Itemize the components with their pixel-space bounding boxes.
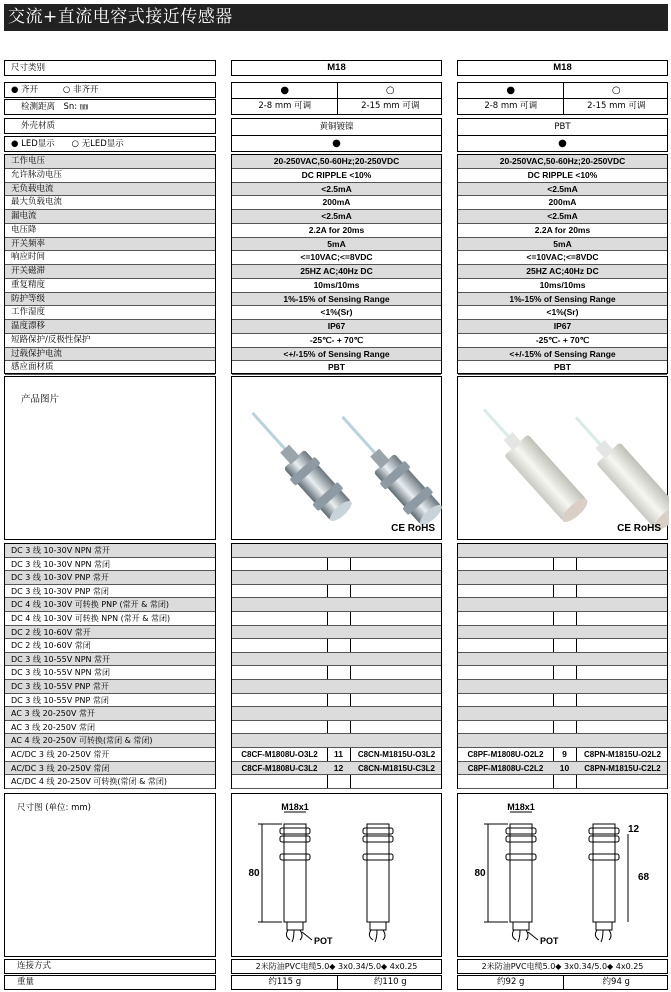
wiring-row (5, 585, 215, 599)
photo-box (457, 376, 668, 540)
spec-value: PBT (328, 362, 345, 373)
wiring-cell-row (458, 721, 667, 735)
model-a: C8CF-M1808U-C3L2 (241, 763, 318, 773)
spec-value-row (232, 210, 441, 224)
dist-flush: 2-8 mm 可调 (258, 101, 312, 111)
spec-value-row (232, 334, 441, 348)
spec-value: <2.5mA (321, 183, 352, 194)
wiring-label: DC 3 线 10-30V PNP 常闭 (11, 586, 109, 596)
size-box (231, 60, 442, 76)
dist-nonflush: 2-15 mm 可调 (587, 101, 646, 111)
model-b: C8PN-M1815U-O2L2 (584, 750, 661, 759)
wiring-cell-row (458, 666, 667, 680)
wiring-cell-row (232, 734, 441, 748)
spec-row (5, 183, 215, 197)
spec-value: 1%-15% of Sensing Range (509, 293, 616, 304)
wiring-label: AC/DC 4 线 20-250V 可转换(常闭 & 常闭) (11, 777, 167, 787)
wiring-cell-row (458, 598, 667, 612)
wiring-label: AC/DC 3 线 20-250V 常闭 (11, 763, 110, 773)
wiring-cell-row (232, 707, 441, 721)
weight-b: 约110 g (373, 977, 407, 987)
spec-label: 工作电压 (11, 156, 46, 166)
svg-text:POT: POT (314, 936, 333, 946)
spec-label: 工作湿度 (11, 307, 46, 318)
wiring-box (231, 543, 442, 789)
spec-row (5, 334, 215, 348)
label-housing: 外壳材质 (21, 121, 56, 131)
wiring-row (5, 762, 215, 776)
spec-value: DC RIPPLE <10% (301, 169, 372, 180)
svg-text:80: 80 (474, 868, 486, 879)
wiring-label: AC/DC 3 线 20-250V 常开 (11, 750, 110, 759)
conn-value: 2米防油PVC电缆5.0◆ 3x0.34/5.0◆ 4x0.25 (255, 962, 418, 971)
wiring-label: DC 2 线 10-60V 常闭 (11, 641, 91, 651)
spec-value: 1%-15% of Sensing Range (283, 293, 390, 304)
spec-row (5, 320, 215, 334)
spec-value-row (458, 169, 667, 183)
wiring-cell-row (458, 585, 667, 599)
svg-text:M18x1: M18x1 (507, 802, 535, 812)
spec-row (5, 196, 215, 210)
spec-value: <=10VAC;<=8VDC (526, 252, 599, 263)
dimension-icon (232, 794, 443, 958)
wiring-label: DC 3 线 10-55V NPN 常闭 (11, 668, 111, 678)
page-title: 交流+直流电容式接近传感器 (4, 4, 668, 31)
wiring-cell-row (232, 721, 441, 735)
spec-label: 短路保护/反极性保护 (11, 334, 91, 345)
wiring-row (5, 666, 215, 680)
wiring-row (5, 612, 215, 626)
spec-value: 20-250VAC,50-60Hz;20-250VDC (273, 156, 400, 166)
spec-value: 20-250VAC,50-60Hz;20-250VDC (499, 156, 626, 166)
model-num: 9 (562, 749, 567, 759)
wiring-label: AC 3 线 20-250V 常开 (11, 709, 95, 719)
weight-label-box (4, 975, 216, 990)
spec-value-row (232, 265, 441, 279)
spec-value: 200mA (322, 197, 351, 208)
wiring-cell-row (458, 626, 667, 640)
wiring-row (5, 558, 215, 572)
wiring-row (5, 707, 215, 721)
photo-metal-sensors (232, 377, 441, 539)
spec-value: <2.5mA (547, 211, 578, 221)
spec-value-row (458, 293, 667, 307)
led-dot-icon: ● (11, 139, 19, 149)
wiring-row (5, 639, 215, 653)
weight-a: 约92 g (497, 977, 525, 987)
photo-label: 产品图片 (21, 394, 60, 405)
spec-row (5, 279, 215, 293)
conn-value: 2米防油PVC电缆5.0◆ 3x0.34/5.0◆ 4x0.25 (481, 962, 644, 971)
wiring-cell-row (458, 558, 667, 572)
weight-box (457, 975, 668, 990)
wiring-cell-row (232, 598, 441, 612)
spec-label: 重复精度 (11, 279, 46, 290)
spec-value: 2.2A for 20ms (308, 224, 365, 235)
spec-value-row (458, 224, 667, 238)
spec-value-row (458, 361, 667, 375)
model-b: C8CN-M1815U-C3L2 (358, 763, 435, 773)
wiring-cell-row (232, 653, 441, 667)
label-led: ● LED显示 ○ 无LED显示 (11, 139, 124, 149)
specs-box (457, 154, 668, 374)
nonflush-circle-icon: ○ (611, 85, 621, 96)
spec-value-row (458, 306, 667, 320)
wiring-box (457, 543, 668, 789)
housing-box (231, 118, 442, 152)
spec-value: 5mA (553, 238, 572, 249)
led-circle-icon: ○ (71, 139, 79, 149)
wiring-label: DC 3 线 10-30V NPN 常开 (11, 546, 111, 555)
weight-a: 约115 g (268, 977, 302, 987)
dim-box (231, 793, 442, 957)
spec-value: <=10VAC;<=8VDC (300, 252, 373, 263)
spec-row (5, 155, 215, 169)
weight-b: 约94 g (602, 977, 630, 987)
cert-marks: CE RoHS (617, 523, 661, 534)
wiring-label: DC 3 线 10-30V NPN 常闭 (11, 559, 111, 569)
nonflush-circle-icon: ○ (62, 85, 71, 95)
spec-value: 10ms/10ms (539, 279, 586, 290)
spec-value-row (232, 224, 441, 238)
wiring-row (5, 721, 215, 735)
label-size-box (4, 60, 216, 76)
housing-box (457, 118, 668, 152)
wiring-row (5, 680, 215, 694)
wiring-cell-row (458, 653, 667, 667)
wiring-cell-row (232, 544, 441, 558)
model-b: C8CN-M1815U-O3L2 (357, 750, 436, 759)
spec-value: 25HZ AC;40Hz DC (526, 266, 599, 276)
spec-value-row (458, 238, 667, 252)
wiring-cell-row (232, 680, 441, 694)
spec-value: <+/-15% of Sensing Range (509, 348, 616, 359)
model-num: 11 (334, 749, 343, 759)
conn-box (231, 959, 442, 974)
spec-value-row (458, 210, 667, 224)
wiring-cell-row (458, 694, 667, 708)
spec-value-row (232, 320, 441, 334)
spec-value-row (458, 196, 667, 210)
size-box (457, 60, 668, 76)
spec-value-row (232, 306, 441, 320)
model-a: C8CF-M1808U-O3L2 (241, 750, 318, 759)
wiring-row (5, 748, 215, 762)
spec-row (5, 251, 215, 265)
spec-row (5, 238, 215, 252)
wiring-label: DC 3 线 10-55V PNP 常开 (11, 682, 109, 691)
spec-label: 开关磁滞 (11, 266, 46, 276)
spec-value: 200mA (548, 197, 577, 208)
wiring-cell-row (232, 639, 441, 653)
housing-value: PBT (554, 122, 571, 132)
spec-row (5, 348, 215, 362)
spec-value: 25HZ AC;40Hz DC (300, 266, 373, 276)
nonflush-circle-icon: ○ (385, 85, 395, 96)
spec-value: IP67 (553, 321, 572, 331)
photo-plastic-sensors (458, 377, 667, 539)
wiring-label: AC 3 线 20-250V 常闭 (11, 722, 95, 732)
model-a: C8PF-M1808U-O2L2 (467, 750, 544, 759)
wiring-cell-row (458, 707, 667, 721)
spec-row (5, 306, 215, 320)
led-dot-icon: ● (558, 138, 567, 149)
label-led-box (4, 136, 216, 152)
spec-label: 响应时间 (11, 252, 46, 263)
wiring-cell-row (232, 775, 441, 789)
wiring-row (5, 571, 215, 585)
wiring-cell-row (458, 734, 667, 748)
spec-value-row (458, 279, 667, 293)
spec-value-row (232, 238, 441, 252)
spec-label: 允许脉动电压 (11, 169, 63, 180)
wiring-row (5, 598, 215, 612)
spec-label: 温度漂移 (11, 321, 46, 331)
spec-value-row (458, 320, 667, 334)
cert-marks: CE RoHS (391, 523, 435, 534)
spec-value: <+/-15% of Sensing Range (283, 348, 390, 359)
spec-value-row (458, 348, 667, 362)
spec-value-row (232, 361, 441, 375)
model-b: C8PN-M1815U-C2L2 (584, 763, 661, 773)
led-dot-icon: ● (332, 138, 341, 149)
spec-label: 开关频率 (11, 238, 46, 249)
spec-label: 防护等级 (11, 293, 46, 304)
mount-box (231, 82, 442, 115)
spec-value-row (458, 265, 667, 279)
label-mount-box (4, 82, 216, 98)
wiring-cell-row (232, 558, 441, 572)
spec-label: 无负载电流 (11, 183, 54, 194)
wiring-cell-row (458, 639, 667, 653)
dim-drawing (458, 794, 667, 956)
dimension-icon (458, 794, 669, 958)
spec-value: PBT (554, 362, 571, 373)
housing-value: 黄铜镀镍 (319, 122, 354, 132)
spec-value: 2.2A for 20ms (534, 224, 591, 235)
wiring-label: DC 2 线 10-60V 常开 (11, 627, 91, 637)
dim-label-box (4, 793, 216, 957)
spec-value-row (232, 155, 441, 169)
spec-value: <1%(Sr) (320, 307, 353, 318)
label-size: 尺寸类别 (11, 63, 46, 73)
svg-text:68: 68 (638, 872, 650, 883)
spec-label: 电压降 (11, 224, 37, 235)
weight-box (231, 975, 442, 990)
wiring-label: DC 4 线 10-30V 可转换 NPN (常开 & 常闭) (11, 614, 171, 623)
wiring-labels-box (4, 543, 216, 789)
svg-text:M18x1: M18x1 (281, 802, 309, 812)
mount-box (457, 82, 668, 115)
wiring-row (5, 694, 215, 708)
wiring-row (5, 626, 215, 640)
wiring-label: DC 3 线 10-30V PNP 常开 (11, 573, 109, 583)
wiring-cell-row (458, 544, 667, 558)
label-housing-box (4, 118, 216, 134)
wiring-cell-row (232, 666, 441, 680)
specs-box (231, 154, 442, 374)
wiring-label: DC 3 线 10-55V NPN 常开 (11, 654, 111, 664)
spec-value-row (232, 183, 441, 197)
metal-sensor-icon (232, 377, 443, 541)
flush-dot-icon: ● (506, 85, 516, 96)
wiring-row (5, 544, 215, 558)
spec-value: 10ms/10ms (313, 279, 360, 290)
model-num: 10 (559, 762, 570, 773)
wiring-label: DC 3 线 10-55V PNP 常闭 (11, 695, 109, 705)
spec-value-row (232, 251, 441, 265)
spec-value-row (458, 155, 667, 169)
wiring-cell-row (232, 571, 441, 585)
spec-value-row (232, 169, 441, 183)
label-distance-box (4, 99, 216, 115)
dist-nonflush: 2-15 mm 可调 (361, 101, 420, 111)
spec-row (5, 293, 215, 307)
svg-text:POT: POT (540, 936, 559, 946)
flush-dot-icon: ● (280, 85, 290, 96)
wiring-row (5, 775, 215, 789)
label-mount: ● 齐开 ○ 非齐开 (11, 85, 99, 95)
spec-value: -25℃- + 70℃ (535, 334, 590, 345)
conn-label-box (4, 959, 216, 974)
spec-value-row (232, 196, 441, 210)
spec-value: <1%(Sr) (546, 307, 579, 318)
wiring-cell-row (458, 775, 667, 789)
spec-value: 5mA (327, 238, 346, 249)
spec-value-row (232, 293, 441, 307)
spec-value: DC RIPPLE <10% (527, 169, 598, 180)
spec-label: 过载保护电流 (11, 348, 63, 359)
model-a: C8PF-M1808U-C2L2 (467, 763, 544, 773)
spec-label: 最大负载电流 (11, 197, 63, 208)
label-distance: 检测距离 Sn: ㎜ (21, 102, 89, 112)
spec-value: <2.5mA (321, 211, 352, 221)
spec-labels-box (4, 154, 216, 374)
flush-dot-icon: ● (11, 85, 19, 95)
wiring-cell-row (232, 626, 441, 640)
spec-row (5, 224, 215, 238)
spec-label: 漏电流 (11, 211, 37, 221)
conn-box (457, 959, 668, 974)
spec-row (5, 169, 215, 183)
spec-row (5, 210, 215, 224)
wiring-cell-row (232, 585, 441, 599)
plastic-sensor-icon (458, 377, 669, 541)
wiring-cell-row (232, 694, 441, 708)
conn-label: 连接方式 (17, 961, 52, 971)
wiring-row (5, 653, 215, 667)
wiring-cell-row (458, 612, 667, 626)
wiring-cell-row (232, 612, 441, 626)
weight-label: 重量 (17, 977, 35, 987)
dim-label: 尺寸图 (单位: mm) (17, 803, 91, 813)
spec-row (5, 265, 215, 279)
size-value: M18 (327, 62, 346, 73)
spec-label: 感应面材质 (11, 362, 54, 373)
dim-drawing (232, 794, 441, 956)
spec-value: -25℃- + 70℃ (309, 334, 364, 345)
model-num: 12 (333, 762, 344, 773)
dim-box (457, 793, 668, 957)
spec-value-row (232, 348, 441, 362)
size-value: M18 (553, 62, 572, 73)
spec-value: <2.5mA (547, 183, 578, 194)
svg-text:12: 12 (628, 824, 640, 835)
svg-text:80: 80 (248, 868, 260, 879)
wiring-row (5, 734, 215, 748)
photo-label-box (4, 376, 216, 540)
dist-flush: 2-8 mm 可调 (484, 101, 538, 111)
spec-value-row (458, 251, 667, 265)
spec-value: IP67 (327, 321, 346, 331)
wiring-label: AC 4 线 20-250V 可转换(常闭 & 常闭) (11, 736, 153, 746)
spec-value-row (458, 334, 667, 348)
spec-value-row (232, 279, 441, 293)
spec-row (5, 361, 215, 375)
wiring-cell-row (458, 571, 667, 585)
wiring-label: DC 4 线 10-30V 可转换 PNP (常开 & 常闭) (11, 600, 170, 610)
wiring-cell-row (458, 680, 667, 694)
photo-box (231, 376, 442, 540)
spec-value-row (458, 183, 667, 197)
